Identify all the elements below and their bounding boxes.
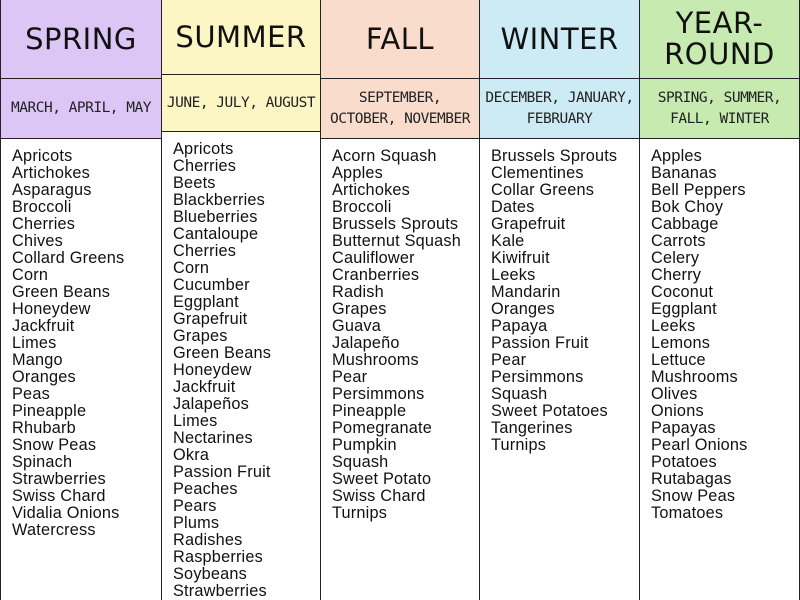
produce-item: Pumpkin: [332, 436, 397, 454]
produce-list: [640, 139, 799, 522]
produce-item: Asparagus: [12, 181, 92, 199]
produce-item: Eggplant: [173, 293, 239, 311]
produce-item: Pomegranate: [332, 419, 432, 437]
produce-item: Grapefruit: [173, 310, 248, 328]
produce-item: Brussels Sprouts: [332, 215, 459, 233]
produce-item: Vidalia Onions: [12, 504, 120, 522]
produce-item: Guava: [332, 317, 381, 335]
produce-list: [1, 139, 161, 539]
produce-item: Grapefruit: [491, 215, 566, 233]
produce-item: Swiss Chard: [12, 487, 106, 505]
produce-item: Jackfruit: [173, 378, 236, 396]
produce-item: Bananas: [651, 164, 717, 182]
produce-item: Passion Fruit: [173, 463, 271, 481]
season-title: YEAR- ROUND: [640, 0, 799, 79]
produce-item: Potatoes: [651, 453, 717, 471]
produce-item: Spinach: [12, 453, 73, 471]
produce-item: Rhubarb: [12, 419, 76, 437]
produce-item: Apricots: [173, 140, 234, 158]
produce-item: Pear: [491, 351, 527, 369]
season-column-winter: [480, 0, 640, 600]
produce-list: [162, 132, 320, 600]
season-months: DECEMBER, JANUARY, FEBRUARY: [480, 79, 639, 139]
produce-item: Rutabagas: [651, 470, 732, 488]
produce-item: Mango: [12, 351, 63, 369]
produce-item: Cherries: [173, 242, 237, 260]
produce-item: Artichokes: [12, 164, 91, 182]
season-columns: [1, 0, 800, 600]
produce-item: Carrots: [651, 232, 706, 250]
produce-item: Olives: [651, 385, 698, 403]
produce-item: Pear: [332, 368, 368, 386]
produce-item: Celery: [651, 249, 700, 267]
season-title: WINTER: [480, 0, 639, 79]
produce-item: Pears: [173, 497, 217, 515]
produce-item: Oranges: [12, 368, 76, 386]
produce-item: Collard Greens: [12, 249, 125, 267]
produce-list: [321, 139, 479, 522]
produce-item: Passion Fruit: [491, 334, 589, 352]
produce-item: Cranberries: [332, 266, 420, 284]
produce-item: Papayas: [651, 419, 716, 437]
season-title: SUMMER: [162, 0, 320, 75]
season-title: SPRING: [1, 0, 161, 79]
produce-item: Snow Peas: [651, 487, 736, 505]
produce-item: Onions: [651, 402, 704, 420]
produce-item: Nectarines: [173, 429, 253, 447]
produce-item: Pineapple: [332, 402, 407, 420]
produce-item: Corn: [173, 259, 210, 277]
produce-item: Peaches: [173, 480, 238, 498]
produce-item: Strawberries: [12, 470, 106, 488]
produce-list: [480, 139, 639, 454]
season-months: SPRING, SUMMER, FALL, WINTER: [640, 79, 799, 139]
produce-item: Pineapple: [12, 402, 87, 420]
produce-item: Tangerines: [491, 419, 573, 437]
produce-item: Mandarin: [491, 283, 561, 301]
produce-item: Beets: [173, 174, 216, 192]
produce-item: Apples: [651, 147, 702, 165]
produce-item: Okra: [173, 446, 210, 464]
season-column-year-round: [640, 0, 800, 600]
produce-item: Grapes: [332, 300, 387, 318]
season-title: FALL: [321, 0, 479, 79]
produce-item: Cabbage: [651, 215, 719, 233]
produce-item: Broccoli: [332, 198, 392, 216]
season-months: SEPTEMBER, OCTOBER, NOVEMBER: [321, 79, 479, 139]
produce-item: Corn: [12, 266, 49, 284]
produce-item: Lettuce: [651, 351, 706, 369]
produce-item: Limes: [173, 412, 218, 430]
produce-item: Clementines: [491, 164, 584, 182]
produce-item: Snow Peas: [12, 436, 97, 454]
produce-item: Peas: [12, 385, 50, 403]
produce-item: Mushrooms: [651, 368, 738, 386]
produce-item: Turnips: [491, 436, 547, 454]
produce-item: Sweet Potato: [332, 470, 432, 488]
produce-item: Limes: [12, 334, 57, 352]
produce-item: Bell Peppers: [651, 181, 746, 199]
produce-item: Mushrooms: [332, 351, 419, 369]
produce-item: Swiss Chard: [332, 487, 426, 505]
produce-item: Strawberries: [173, 582, 267, 600]
produce-item: Bok Choy: [651, 198, 724, 216]
produce-item: Green Beans: [12, 283, 111, 301]
produce-item: Jackfruit: [12, 317, 75, 335]
produce-item: Leeks: [651, 317, 696, 335]
produce-item: Honeydew: [173, 361, 252, 379]
produce-item: Oranges: [491, 300, 555, 318]
produce-item: Cherries: [173, 157, 237, 175]
produce-item: Plums: [173, 514, 220, 532]
produce-item: Cauliflower: [332, 249, 415, 267]
produce-item: Kiwifruit: [491, 249, 550, 267]
produce-item: Chives: [12, 232, 63, 250]
produce-item: Artichokes: [332, 181, 411, 199]
produce-item: Collar Greens: [491, 181, 595, 199]
produce-item: Grapes: [173, 327, 228, 345]
produce-item: Kale: [491, 232, 525, 250]
produce-item: Eggplant: [651, 300, 717, 318]
produce-item: Radishes: [173, 531, 243, 549]
produce-item: Tomatoes: [651, 504, 724, 522]
produce-item: Broccoli: [12, 198, 72, 216]
produce-item: Radish: [332, 283, 384, 301]
produce-item: Honeydew: [12, 300, 91, 318]
season-months: JUNE, JULY, AUGUST: [162, 75, 320, 132]
produce-item: Cherry: [651, 266, 702, 284]
produce-item: Sweet Potatoes: [491, 402, 608, 420]
produce-item: Brussels Sprouts: [491, 147, 618, 165]
produce-item: Leeks: [491, 266, 536, 284]
produce-item: Cantaloupe: [173, 225, 259, 243]
produce-item: Persimmons: [332, 385, 425, 403]
produce-item: Papaya: [491, 317, 548, 335]
produce-item: Apricots: [12, 147, 73, 165]
produce-item: Cucumber: [173, 276, 250, 294]
produce-item: Jalapeño: [332, 334, 400, 352]
produce-item: Cherries: [12, 215, 76, 233]
season-column-fall: [321, 0, 480, 600]
produce-item: Persimmons: [491, 368, 584, 386]
produce-item: Acorn Squash: [332, 147, 437, 165]
season-column-summer: [162, 0, 321, 600]
produce-item: Coconut: [651, 283, 714, 301]
produce-item: Jalapeños: [173, 395, 250, 413]
produce-item: Soybeans: [173, 565, 248, 583]
produce-item: Squash: [491, 385, 548, 403]
produce-item: Squash: [332, 453, 389, 471]
produce-item: Turnips: [332, 504, 388, 522]
produce-item: Watercress: [12, 521, 96, 539]
produce-item: Lemons: [651, 334, 711, 352]
produce-item: Apples: [332, 164, 383, 182]
produce-item: Green Beans: [173, 344, 272, 362]
produce-item: Blackberries: [173, 191, 265, 209]
produce-item: Pearl Onions: [651, 436, 748, 454]
season-column-spring: [1, 0, 162, 600]
produce-item: Butternut Squash: [332, 232, 462, 250]
produce-item: Dates: [491, 198, 535, 216]
season-months: MARCH, APRIL, MAY: [1, 79, 161, 139]
produce-item: Raspberries: [173, 548, 263, 566]
produce-item: Blueberries: [173, 208, 258, 226]
